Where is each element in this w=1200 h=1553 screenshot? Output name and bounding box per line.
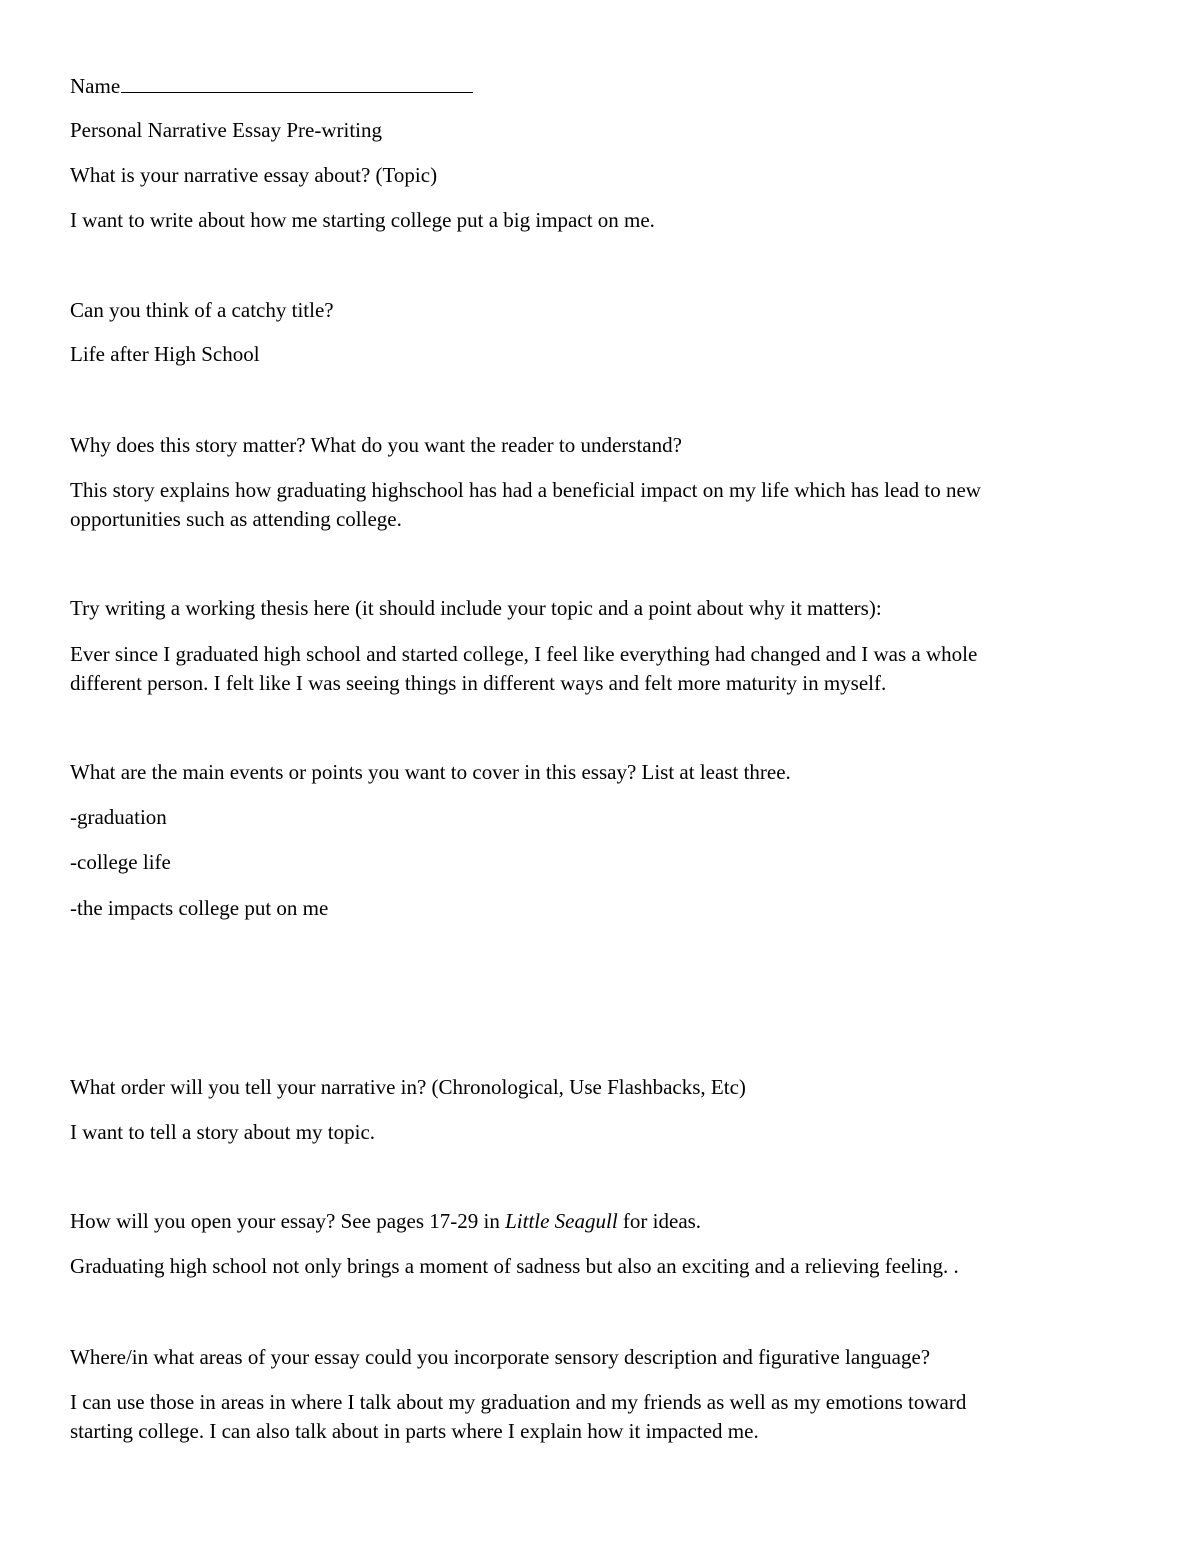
question-sensory: Where/in what areas of your essay could you incorporate sensory description and figurative language? — [70, 1345, 931, 1369]
question-opening-prefix: How will you open your essay? See pages 17-29 in — [70, 1209, 506, 1233]
question-opening-suffix: for ideas. — [617, 1209, 702, 1233]
book-title: Little Seagull — [505, 1209, 618, 1233]
name-blank-line — [121, 74, 473, 93]
name-label: Name — [70, 74, 121, 98]
answer-opening: Graduating high school not only brings a moment of sadness but also an exciting and a relieving feeling. . — [70, 1254, 959, 1278]
answer-sensory-line-2: starting college. I can also talk about in parts where I explain how it impacted me. — [70, 1419, 759, 1443]
question-opening — [70, 1206, 1130, 1236]
question-main-events: What are the main events or points you want to cover in this essay? List at least three. — [70, 760, 791, 784]
list-item: -the impacts college put on me — [70, 896, 329, 920]
answer-order: I want to tell a story about my topic. — [70, 1120, 376, 1144]
answer-title: Life after High School — [70, 342, 260, 366]
question-title: Can you think of a catchy title? — [70, 298, 334, 322]
question-topic: What is your narrative essay about? (Topic) — [70, 163, 438, 187]
answer-why-matter-line-1: This story explains how graduating highschool has had a beneficial impact on my life which has lead to new — [70, 478, 981, 502]
question-order: What order will you tell your narrative in? (Chronological, Use Flashbacks, Etc) — [70, 1075, 746, 1099]
name-field — [70, 71, 1130, 101]
question-why-matter: Why does this story matter? What do you want the reader to understand? — [70, 433, 682, 457]
list-item: -college life — [70, 850, 171, 874]
answer-topic: I want to write about how me starting college put a big impact on me. — [70, 208, 655, 232]
list-item: -graduation — [70, 805, 167, 829]
document-title: Personal Narrative Essay Pre-writing — [70, 118, 382, 142]
answer-thesis-line-2: different person. I felt like I was seeing things in different ways and felt more maturity in myself. — [70, 671, 887, 695]
question-thesis: Try writing a working thesis here (it should include your topic and a point about why it matters): — [70, 596, 882, 620]
answer-why-matter-line-2: opportunities such as attending college. — [70, 507, 402, 531]
answer-thesis-line-1: Ever since I graduated high school and started college, I feel like everything had changed and I was a whole — [70, 642, 978, 666]
answer-sensory-line-1: I can use those in areas in where I talk about my graduation and my friends as well as my emotions toward — [70, 1390, 967, 1414]
